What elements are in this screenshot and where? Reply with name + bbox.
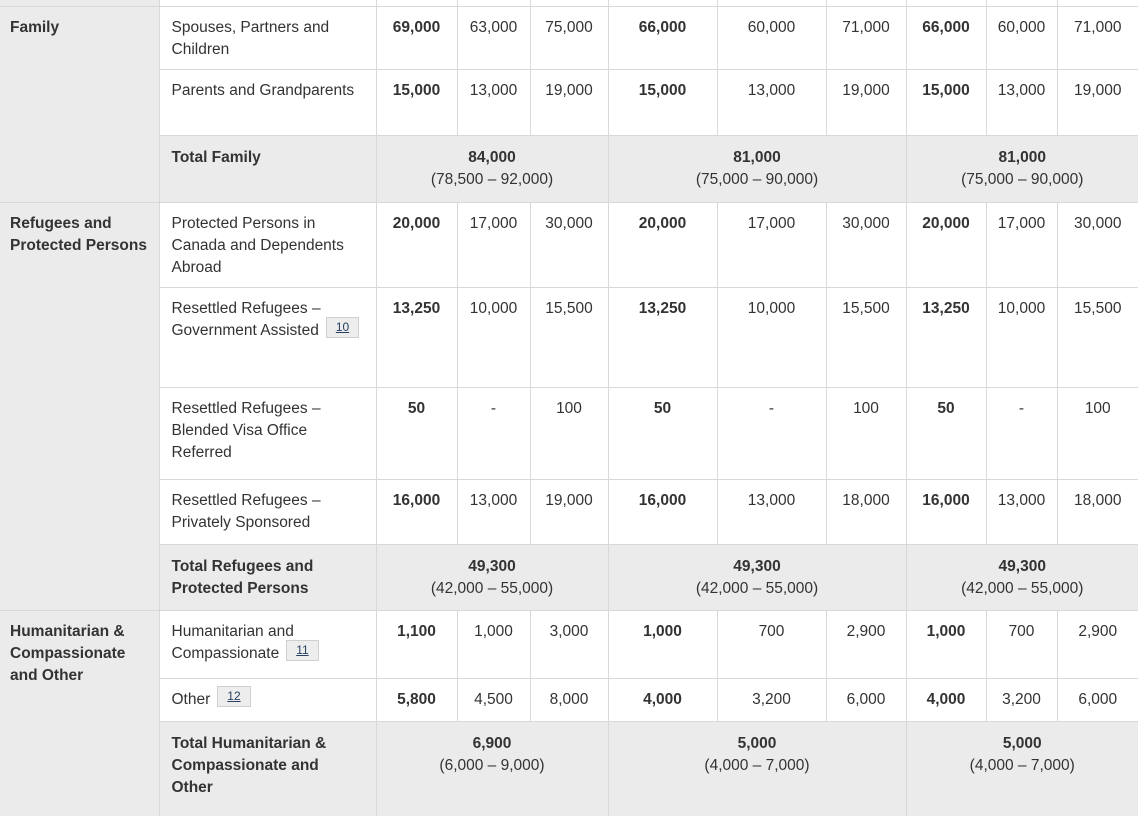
category-cell-family: Family [0, 6, 159, 202]
value-cell: 700 [717, 610, 826, 678]
value-cell: 15,000 [608, 69, 717, 135]
value-cell: 1,000 [457, 610, 530, 678]
value-cell: 20,000 [376, 202, 457, 287]
value-cell: 4,000 [906, 678, 986, 721]
value-cell: 6,000 [826, 678, 906, 721]
table-row [0, 287, 1138, 387]
footnote-link[interactable]: 10 [326, 317, 359, 338]
value-cell: - [717, 387, 826, 479]
total-label: Total Refugees and Protected Persons [159, 544, 376, 610]
value-cell: 19,000 [530, 479, 608, 544]
value-cell: 15,000 [906, 69, 986, 135]
value-cell: 19,000 [530, 69, 608, 135]
value-cell: 50 [608, 387, 717, 479]
total-cell [376, 544, 608, 610]
value-cell: 30,000 [826, 202, 906, 287]
value-cell: 20,000 [608, 202, 717, 287]
value-cell: 100 [530, 387, 608, 479]
value-cell: 13,000 [717, 69, 826, 135]
value-cell: 4,500 [457, 678, 530, 721]
row-label-text: Resettled Refugees – Privately Sponsored [171, 491, 321, 531]
value-cell: 63,000 [457, 6, 530, 69]
value-cell: 2,900 [826, 610, 906, 678]
value-cell: 15,000 [376, 69, 457, 135]
value-cell: 15,500 [530, 287, 608, 387]
row-label [159, 202, 376, 287]
table-row [0, 387, 1138, 479]
value-cell: 71,000 [1057, 6, 1138, 69]
total-range: (42,000 – 55,000) [430, 579, 554, 597]
table-row [0, 69, 1138, 135]
value-cell: 69,000 [376, 6, 457, 69]
total-value: 49,300 [468, 557, 516, 575]
value-cell: 10,000 [986, 287, 1057, 387]
row-label-text: Other [171, 690, 211, 708]
row-label-text: Protected Persons in Canada and Dependents Abroad [171, 214, 344, 276]
value-cell: 100 [826, 387, 906, 479]
value-cell: 13,000 [717, 479, 826, 544]
table-row [0, 202, 1138, 287]
row-label-text: Parents and Grandparents [171, 81, 355, 99]
value-cell: 50 [906, 387, 986, 479]
total-range: (42,000 – 55,000) [695, 579, 819, 597]
value-cell: 75,000 [530, 6, 608, 69]
value-cell: 19,000 [826, 69, 906, 135]
table-row [0, 610, 1138, 678]
value-cell: 30,000 [1057, 202, 1138, 287]
row-label [159, 387, 376, 479]
footnote-link[interactable]: 12 [217, 686, 250, 707]
total-value: 49,300 [733, 557, 781, 575]
value-cell: 17,000 [717, 202, 826, 287]
value-cell: 16,000 [906, 479, 986, 544]
value-cell: 1,000 [906, 610, 986, 678]
row-label-text: Resettled Refugees – Blended Visa Office Referred [171, 399, 321, 461]
value-cell: 60,000 [986, 6, 1057, 69]
value-cell: 3,200 [986, 678, 1057, 721]
row-label-text: Humanitarian and Compassionate [171, 622, 294, 662]
value-cell: 700 [986, 610, 1057, 678]
category-cell-refugees: Refugees and Protected Persons [0, 202, 159, 610]
value-cell: 17,000 [457, 202, 530, 287]
value-cell: 3,200 [717, 678, 826, 721]
total-value: 6,900 [472, 734, 512, 752]
value-cell: 71,000 [826, 6, 906, 69]
row-label-text: Resettled Refugees – Government Assisted [171, 299, 321, 339]
total-value: 5,000 [1002, 734, 1042, 752]
total-label: Total Humanitarian & Compassionate and Other [159, 721, 376, 816]
total-value: 81,000 [998, 148, 1046, 166]
row-label [159, 610, 376, 678]
value-cell: 10,000 [457, 287, 530, 387]
total-row-refugees [0, 544, 1138, 610]
total-range: (4,000 – 7,000) [969, 756, 1075, 774]
total-cell [376, 721, 608, 816]
value-cell: 4,000 [608, 678, 717, 721]
footnote-link[interactable]: 11 [286, 640, 318, 661]
row-label [159, 479, 376, 544]
row-label [159, 678, 376, 721]
table-row [0, 678, 1138, 721]
total-range: (42,000 – 55,000) [961, 579, 1084, 597]
value-cell: 50 [376, 387, 457, 479]
value-cell: 66,000 [906, 6, 986, 69]
total-range: (75,000 – 90,000) [695, 170, 819, 188]
table-row [0, 6, 1138, 69]
value-cell: 15,500 [1057, 287, 1138, 387]
total-cell [376, 135, 608, 202]
total-range: (4,000 – 7,000) [704, 756, 810, 774]
value-cell: 17,000 [986, 202, 1057, 287]
total-cell [608, 135, 906, 202]
total-value: 84,000 [468, 148, 516, 166]
value-cell: 13,000 [986, 69, 1057, 135]
value-cell: - [986, 387, 1057, 479]
total-range: (78,500 – 92,000) [430, 170, 554, 188]
value-cell: 66,000 [608, 6, 717, 69]
value-cell: 13,250 [376, 287, 457, 387]
value-cell: 6,000 [1057, 678, 1138, 721]
value-cell: 15,500 [826, 287, 906, 387]
row-label [159, 287, 376, 387]
value-cell: 13,000 [457, 69, 530, 135]
value-cell: 16,000 [608, 479, 717, 544]
total-cell [906, 544, 1138, 610]
total-row-family [0, 135, 1138, 202]
value-cell: 8,000 [530, 678, 608, 721]
value-cell: 2,900 [1057, 610, 1138, 678]
total-value: 5,000 [737, 734, 777, 752]
row-label [159, 69, 376, 135]
value-cell: - [457, 387, 530, 479]
total-range: (75,000 – 90,000) [961, 170, 1084, 188]
value-cell: 3,000 [530, 610, 608, 678]
value-cell: 13,250 [608, 287, 717, 387]
row-label-text: Spouses, Partners and Children [171, 18, 330, 58]
value-cell: 13,000 [457, 479, 530, 544]
value-cell: 1,100 [376, 610, 457, 678]
value-cell: 1,000 [608, 610, 717, 678]
value-cell: 13,000 [986, 479, 1057, 544]
value-cell: 30,000 [530, 202, 608, 287]
total-cell [608, 544, 906, 610]
value-cell: 16,000 [376, 479, 457, 544]
value-cell: 13,250 [906, 287, 986, 387]
category-cell-humanitarian: Humanitarian & Compassionate and Other [0, 610, 159, 816]
total-cell [608, 721, 906, 816]
total-row-humanitarian [0, 721, 1138, 816]
value-cell: 10,000 [717, 287, 826, 387]
value-cell: 20,000 [906, 202, 986, 287]
total-range: (6,000 – 9,000) [439, 756, 545, 774]
value-cell: 5,800 [376, 678, 457, 721]
total-cell [906, 721, 1138, 816]
value-cell: 60,000 [717, 6, 826, 69]
value-cell: 18,000 [826, 479, 906, 544]
total-label: Total Family [159, 135, 376, 202]
value-cell: 100 [1057, 387, 1138, 479]
table-row [0, 479, 1138, 544]
row-label [159, 6, 376, 69]
total-value: 81,000 [733, 148, 781, 166]
value-cell: 18,000 [1057, 479, 1138, 544]
total-value: 49,300 [998, 557, 1046, 575]
total-cell [906, 135, 1138, 202]
value-cell: 19,000 [1057, 69, 1138, 135]
